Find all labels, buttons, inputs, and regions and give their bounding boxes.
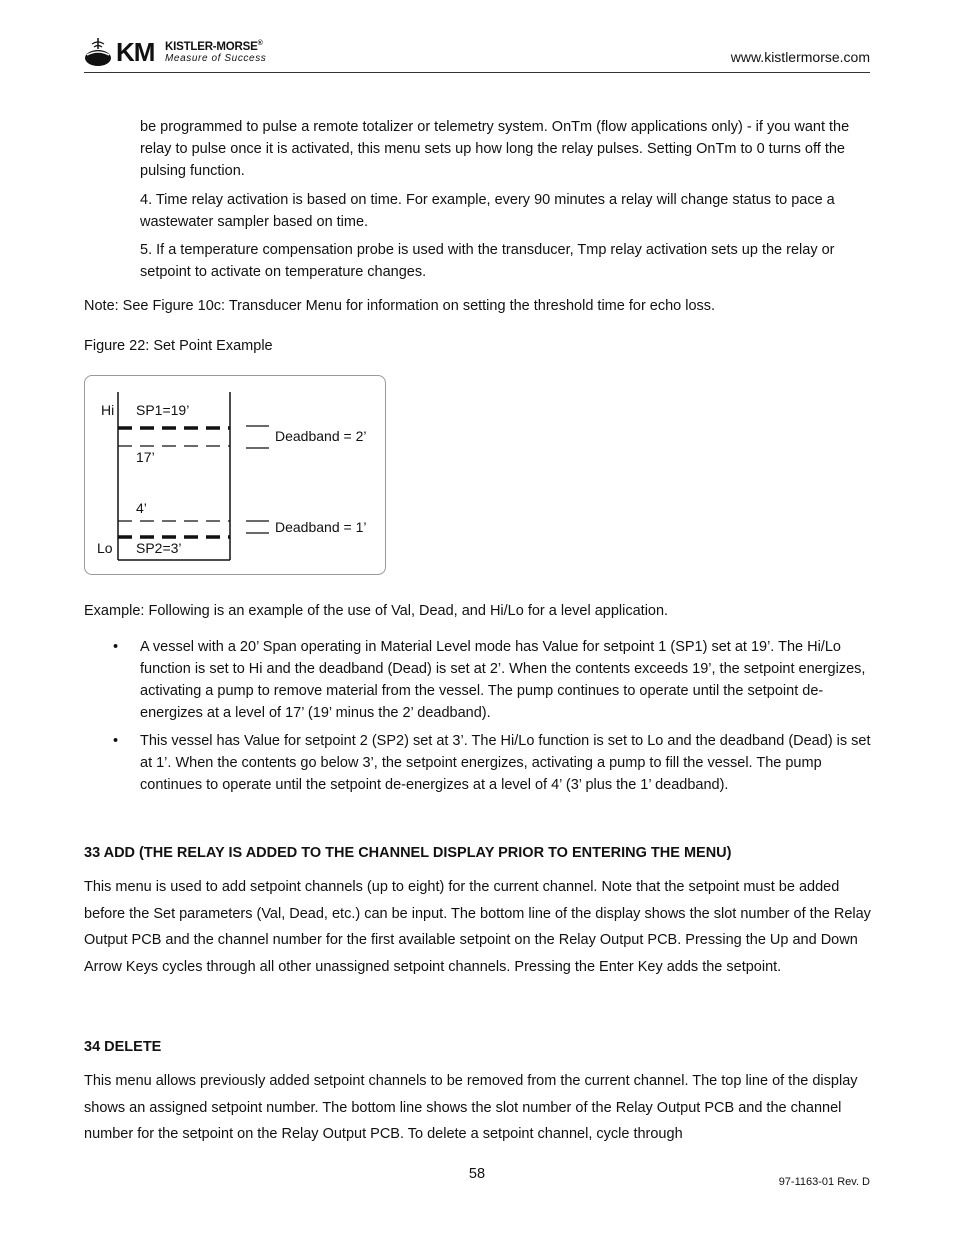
document-revision: 97-1163-01 Rev. D — [778, 1176, 870, 1188]
paragraph-continued: be programmed to pulse a remote totalizer or telemetry system. OnTm (flow applications only) - if you want the relay to pulse once it is activated, this menu sets up how long the relay pulses. Setting OnTm to 0 turns off the pulsing function. — [140, 119, 850, 179]
sp1-deenergize-label: 17’ — [136, 449, 155, 465]
example-intro: Example: Following is an example of the use of Val, Dead, and Hi/Lo for a level application. — [84, 603, 669, 619]
bullet-icon: • — [113, 733, 119, 749]
deadband-top-label: Deadband = 2’ — [275, 428, 367, 444]
sp2-label: SP2=3’ — [136, 540, 182, 556]
sp2-deenergize-label: 4’ — [136, 500, 147, 516]
bullet-text: This vessel has Value for setpoint 2 (SP2) set at 3’. The Hi/Lo function is set to Lo and the deadband (Dead) is set at 1’. When the contents go below 3’, the setpoint energizes, activating a pump to fill the vessel. The pump continues to operate until the setpoint de-energizes at a level of 4’ (3’ plus the 1’ deadband). — [140, 733, 871, 793]
figure-reference-link[interactable]: Figure 10c: Transducer Menu — [152, 298, 342, 314]
section-33-body: This menu is used to add setpoint channels (up to eight) for the current channel. Note that the setpoint must be added before the Set parameters (Val, Dead, etc.) can be input. The bottom line of the display shows the slot number of the Relay Output PCB and the channel number for the first available setpoint on the Relay Output PCB. Pressing the Up and Down Arrow Keys cycles through all other unassigned setpoint channels. Pressing the Enter Key adds the setpoint. — [84, 879, 871, 975]
logo-letters: KM — [116, 37, 155, 67]
list-item-4: 4. Time relay activation is based on time. For example, every 90 minutes a relay will change status to pace a wastewater sampler based on time. — [140, 192, 835, 230]
section-34-body: This menu allows previously added setpoint channels to be removed from the current channel. The top line of the display shows an assigned setpoint number. The bottom line shows the slot number of the Relay Output PCB and the channel number for the setpoint on the Relay Output PCB. To delete a setpoint channel, cycle through — [84, 1073, 858, 1142]
deadband-bottom-label: Deadband = 1’ — [275, 519, 367, 535]
website-link[interactable]: www.kistlermorse.com — [730, 49, 870, 65]
bullet-text: A vessel with a 20’ Span operating in Material Level mode has Value for setpoint 1 (SP1) set at 19’. The Hi/Lo function is set to Hi and the deadband (Dead) is set at 2’. When the contents exceeds 19’, the setpoint energizes, activating a pump to remove material from the vessel. The pump continues to operate until the setpoint de-energizes at a level of 17’ (19’ minus the 2’ deadband). — [140, 639, 866, 721]
figure-caption: Figure 22: Set Point Example — [84, 338, 273, 354]
section-33-heading: 33 ADD (THE RELAY IS ADDED TO THE CHANNEL DISPLAY PRIOR TO ENTERING THE MENU) — [84, 845, 732, 861]
note-paragraph: Note: See Figure 10c: Transducer Menu for information on setting the threshold time for echo loss. — [84, 298, 716, 314]
logo-brand-name: KISTLER-MORSE® — [165, 40, 263, 53]
page-number: 58 — [468, 1166, 486, 1182]
setpoint-figure — [84, 375, 386, 575]
bullet-icon: • — [113, 639, 119, 655]
section-34-heading: 34 DELETE — [84, 1039, 162, 1055]
list-item — [113, 636, 873, 724]
company-logo — [84, 36, 284, 68]
list-item-5: 5. If a temperature compensation probe is used with the transducer, Tmp relay activation sets up the relay or setpoint to activate on temperature changes. — [140, 242, 835, 280]
sp1-label: SP1=19’ — [136, 402, 190, 418]
list-item — [113, 730, 873, 818]
logo-tagline: Measure of Success — [165, 53, 267, 64]
setpoint-diagram — [85, 376, 385, 574]
lo-label: Lo — [97, 540, 113, 556]
logo-emblem-icon — [84, 36, 114, 68]
header-divider — [84, 72, 870, 73]
hi-label: Hi — [101, 402, 115, 418]
